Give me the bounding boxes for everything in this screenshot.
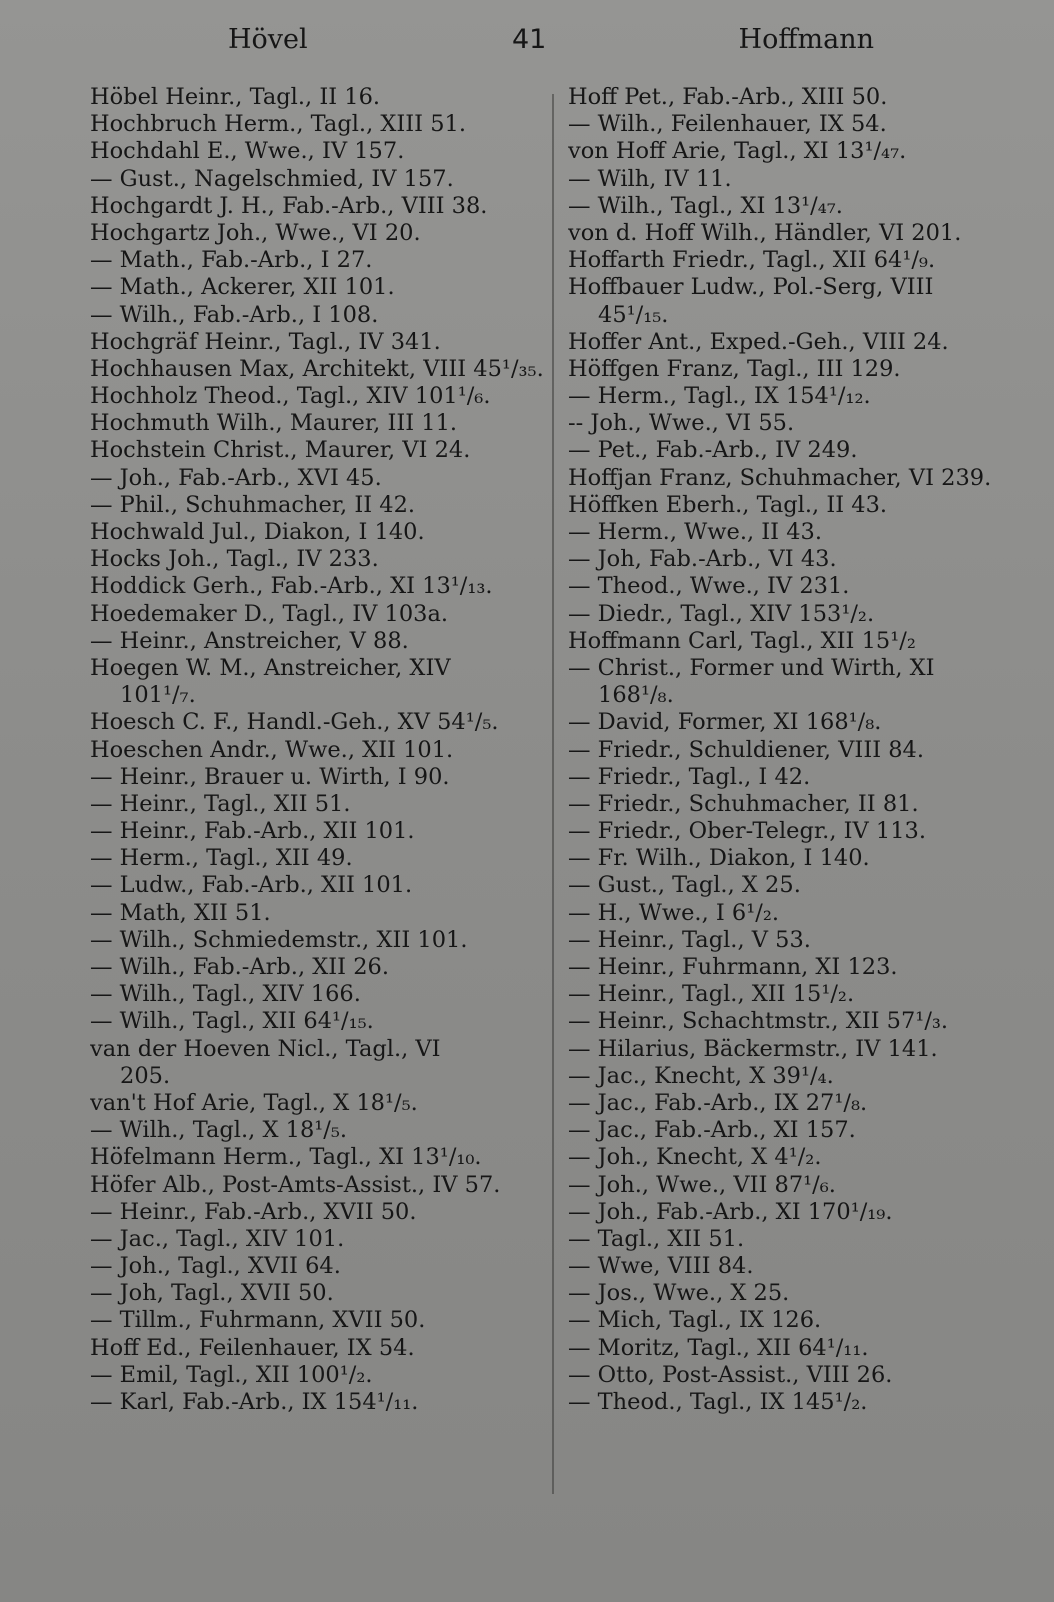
directory-entry: — Wilh., Tagl., XII 64¹/₁₅. [90,1008,374,1035]
directory-entry: — Friedr., Schuhmacher, II 81. [568,790,919,817]
directory-entry: 101¹/₇. [120,682,196,709]
directory-entry: Hochwald Jul., Diakon, I 140. [90,519,425,545]
directory-entry: — Otto, Post-Assist., VIII 26. [568,1361,893,1388]
header-right-keyword: Hoffmann [738,24,874,55]
directory-entry: — Jos., Wwe., X 25. [568,1280,790,1307]
directory-entry: — Theod., Wwe., IV 231. [568,573,850,600]
directory-entry: — Emil, Tagl., XII 100¹/₂. [90,1361,373,1388]
directory-entry: — Mich, Tagl., IX 126. [568,1307,822,1334]
directory-entry: — Jac., Knecht, X 39¹/₄. [568,1062,834,1089]
directory-entry: — Wilh., Tagl., XI 13¹/₄₇. [568,192,843,219]
directory-entry: Hoffarth Friedr., Tagl., XII 64¹/₉. [568,247,936,274]
right-column [568,84,1018,1416]
directory-entry: — Wilh., Fab.-Arb., XII 26. [90,954,389,980]
directory-entry: Höfer Alb., Post-Amts-Assist., IV 57. [90,1171,501,1198]
directory-entry: Höbel Heinr., Tagl., II 16. [90,84,381,110]
directory-entry: — Friedr., Ober-Telegr., IV 113. [568,818,927,845]
directory-entry: — Joh., Fab.-Arb., XI 170¹/₁₉. [568,1198,893,1225]
directory-entry: Hoffmann Carl, Tagl., XII 15¹/₂ [568,627,916,654]
directory-entry: von Hoff Arie, Tagl., XI 13¹/₄₇. [568,138,907,165]
directory-entry: — Heinr., Schachtmstr., XII 57¹/₃. [568,1008,949,1035]
directory-entry: — Wilh., Schmiedemstr., XII 101. [90,926,468,953]
directory-entry: — Karl, Fab.-Arb., IX 154¹/₁₁. [90,1389,419,1415]
page-header [0,24,1054,64]
directory-entry: — Theod., Tagl., IX 145¹/₂. [568,1389,868,1415]
directory-entry: Höffgen Franz, Tagl., III 129. [568,355,901,382]
directory-entry: Hochmuth Wilh., Maurer, III 11. [90,410,458,437]
directory-entry: — Joh., Knecht, X 4¹/₂. [568,1144,822,1171]
directory-entry: 168¹/₈. [598,682,674,709]
directory-entry: 45¹/₁₅. [598,301,669,328]
directory-entry: — Pet., Fab.-Arb., IV 249. [568,437,858,464]
directory-entry: — Heinr., Tagl., XII 51. [90,790,351,817]
directory-entry: — Heinr., Anstreicher, V 88. [90,627,409,654]
page-number: 41 [512,24,547,55]
directory-entry: Hoffjan Franz, Schuhmacher, VI 239. [568,464,992,491]
directory-entry: — Joh., Fab.-Arb., XVI 45. [90,464,382,491]
directory-entry: — Joh, Tagl., XVII 50. [90,1280,334,1307]
directory-entry: Hoff Ed., Feilenhauer, IX 54. [90,1334,415,1361]
directory-entry: Hochholz Theod., Tagl., XIV 101¹/₆. [90,383,491,410]
directory-entry: — Christ., Former und Wirth, XI [568,654,935,681]
directory-entry: — Herm., Tagl., XII 49. [90,845,353,872]
directory-entry: Hochgardt J. H., Fab.-Arb., VIII 38. [90,192,488,219]
directory-entry: — Wilh., Feilenhauer, IX 54. [568,111,887,138]
directory-entry: — Fr. Wilh., Diakon, I 140. [568,845,870,872]
directory-entry: — Heinr., Fuhrmann, XI 123. [568,954,898,980]
directory-entry: Hoegen W. M., Anstreicher, XIV [90,654,451,681]
directory-entry: Hoffbauer Ludw., Pol.-Serg, VIII [568,274,934,301]
directory-entry: — Joh., Tagl., XVII 64. [90,1253,341,1280]
directory-entry: — Moritz, Tagl., XII 64¹/₁₁. [568,1334,869,1361]
directory-entry: Hoesch C. F., Handl.-Geh., XV 54¹/₅. [90,709,499,736]
directory-entry: — Herm., Wwe., II 43. [568,519,823,545]
directory-entry: — Gust., Tagl., X 25. [568,872,801,899]
directory-entry: — Herm., Tagl., IX 154¹/₁₂. [568,383,871,410]
directory-entry: Höfelmann Herm., Tagl., XI 13¹/₁₀. [90,1144,482,1171]
directory-entry: Hoedemaker D., Tagl., IV 103a. [90,600,449,627]
directory-entry: — Joh, Fab.-Arb., VI 43. [568,546,837,573]
directory-entry: van't Hof Arie, Tagl., X 18¹/₅. [90,1089,418,1116]
directory-entry: Hoffer Ant., Exped.-Geh., VIII 24. [568,328,949,355]
directory-entry: Hochgartz Joh., Wwe., VI 20. [90,219,421,246]
directory-entry: — Math., Fab.-Arb., I 27. [90,247,373,274]
directory-entry: — Friedr., Schuldiener, VIII 84. [568,736,925,763]
directory-entry: Hoeschen Andr., Wwe., XII 101. [90,736,454,763]
directory-entry: von d. Hoff Wilh., Händler, VI 201. [568,219,962,246]
directory-entry: — Gust., Nagelschmied, IV 157. [90,165,454,192]
directory-entry: Hoddick Gerh., Fab.-Arb., XI 13¹/₁₃. [90,573,493,600]
directory-entry: — David, Former, XI 168¹/₈. [568,709,882,736]
directory-entry: — Jac., Fab.-Arb., XI 157. [568,1117,856,1144]
left-column [90,84,545,1416]
directory-entry: — Heinr., Fab.-Arb., XII 101. [90,818,415,845]
directory-entry: — Heinr., Tagl., V 53. [568,926,811,953]
directory-entry: 205. [120,1062,171,1089]
directory-entry: — Tillm., Fuhrmann, XVII 50. [90,1307,426,1334]
directory-entry: — H., Wwe., I 6¹/₂. [568,899,780,926]
directory-entry: — Wilh., Tagl., X 18¹/₅. [90,1117,348,1144]
directory-entry: Hoff Pet., Fab.-Arb., XIII 50. [568,84,888,110]
directory-entry: Hocks Joh., Tagl., IV 233. [90,546,379,573]
directory-entry: — Wilh., Fab.-Arb., I 108. [90,301,379,328]
directory-entry: — Wwe, VIII 84. [568,1253,754,1280]
directory-entry: — Heinr., Tagl., XII 15¹/₂. [568,981,855,1008]
header-left-keyword: Hövel [228,24,308,55]
directory-entry: Hochbruch Herm., Tagl., XIII 51. [90,111,466,138]
directory-entry: Hochhausen Max, Architekt, VIII 45¹/₃₅. [90,355,544,382]
directory-entry: — Math., Ackerer, XII 101. [90,274,395,301]
directory-entry: — Math, XII 51. [90,899,271,926]
directory-entry: van der Hoeven Nicl., Tagl., VI [90,1035,441,1062]
directory-entry: — Friedr., Tagl., I 42. [568,763,811,790]
directory-entry: — Phil., Schuhmacher, II 42. [90,491,416,518]
directory-entry: Höffken Eberh., Tagl., II 43. [568,491,888,518]
directory-entry: — Wilh., Tagl., XIV 166. [90,981,361,1008]
directory-entry: Hochdahl E., Wwe., IV 157. [90,138,405,165]
directory-entry: — Heinr., Brauer u. Wirth, I 90. [90,763,450,790]
directory-entry: — Jac., Fab.-Arb., IX 27¹/₈. [568,1089,868,1116]
directory-entry: — Joh., Wwe., VII 87¹/₆. [568,1171,836,1198]
directory-entry: — Tagl., XII 51. [568,1225,745,1252]
directory-entry: -- Joh., Wwe., VI 55. [568,410,795,437]
directory-entry: — Hilarius, Bäckermstr., IV 141. [568,1035,938,1062]
directory-entry: — Ludw., Fab.-Arb., XII 101. [90,872,413,899]
directory-entry: Hochgräf Heinr., Tagl., IV 341. [90,328,441,355]
directory-entry: — Diedr., Tagl., XIV 153¹/₂. [568,600,875,627]
directory-entry: Hochstein Christ., Maurer, VI 24. [90,437,471,464]
directory-entry: — Heinr., Fab.-Arb., XVII 50. [90,1198,417,1225]
directory-entry: — Jac., Tagl., XIV 101. [90,1225,345,1252]
column-divider [552,94,554,1494]
directory-entry: — Wilh, IV 11. [568,165,732,192]
